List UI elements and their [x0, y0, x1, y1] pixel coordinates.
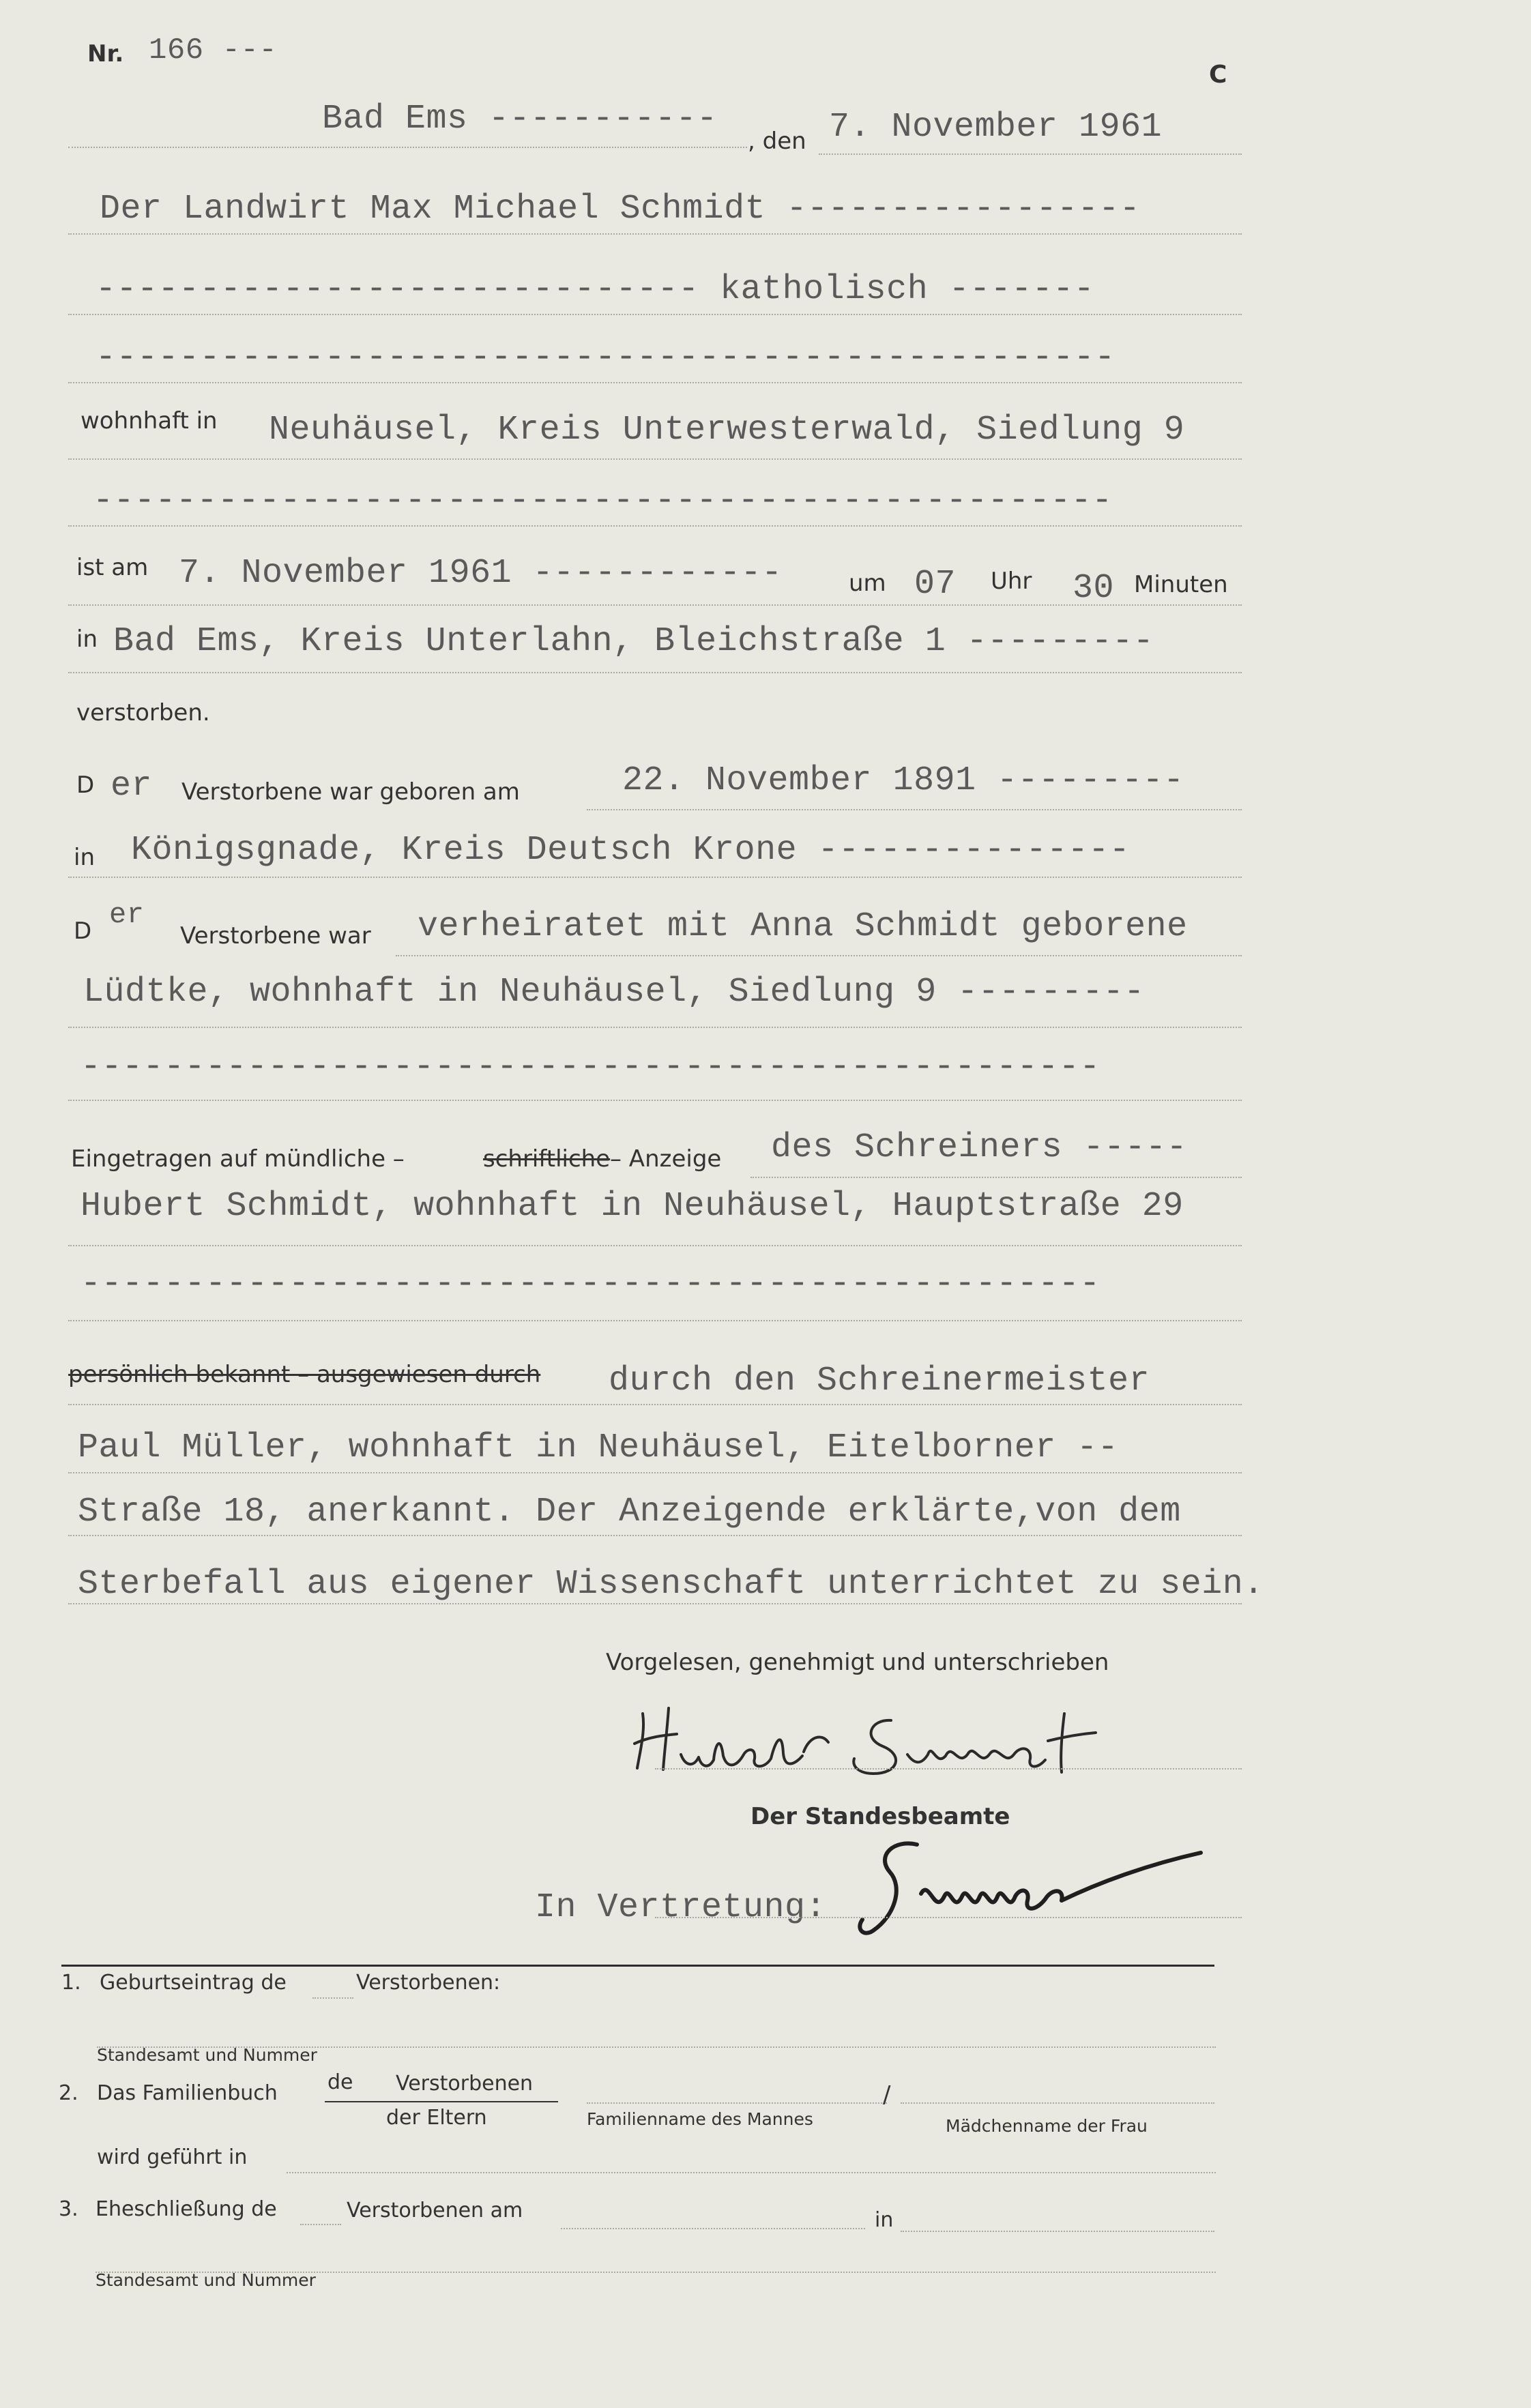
birth-label: Verstorbene war geboren am: [181, 778, 520, 806]
birth-place: Königsgnade, Kreis Deutsch Krone ---------------: [131, 831, 1131, 870]
place-line: [68, 147, 747, 148]
footer-item-3-date-rule: [561, 2228, 865, 2229]
marriage-line-3-rule: [68, 1100, 1242, 1101]
deceased-line-3: -------------------------------------------------: [96, 338, 1116, 377]
footer-item-2-label: Das Familienbuch: [97, 2081, 278, 2105]
marriage-line-2: Lüdtke, wohnhaft in Neuhäusel, Siedlung 9 ---------: [83, 973, 1145, 1012]
registration-label-a: Eingetragen auf mündliche –: [71, 1145, 405, 1173]
death-date: 7. November 1961 ------------: [179, 554, 783, 593]
death-place: Bad Ems, Kreis Unterlahn, Bleichstraße 1 ---------: [113, 622, 1154, 661]
footer-item-2-top-b: Verstorbenen: [396, 2072, 534, 2096]
footer-item-2-bottom: der Eltern: [386, 2106, 487, 2130]
um-label: um: [849, 570, 886, 597]
footer-item-2-number: 2.: [59, 2081, 78, 2105]
informant-rule: [750, 1177, 1242, 1178]
den-label: , den: [748, 128, 806, 155]
nr-value: 166 ---: [149, 33, 278, 68]
informant-value: des Schreiners -----: [771, 1128, 1188, 1167]
footer-item-3-gap: [300, 2224, 341, 2225]
footer-item-3-place-rule: [901, 2231, 1214, 2232]
registration-line-2-rule: [68, 1245, 1242, 1246]
footer-item-2-top-a: de: [327, 2070, 353, 2094]
residence-value: Neuhäusel, Kreis Unterwesterwald, Siedlung 9: [269, 411, 1185, 450]
registration-line-3-rule: [68, 1320, 1242, 1321]
birth-date: 22. November 1891 ---------: [622, 761, 1184, 800]
registration-line-2: Hubert Schmidt, wohnhaft in Neuhäusel, Hauptstraße 29: [81, 1187, 1184, 1226]
death-in-label: in: [76, 626, 98, 653]
birth-er-typed: er: [111, 767, 153, 806]
death-hour: 07: [914, 565, 957, 604]
footer-item-2-wife-rule: [901, 2102, 1214, 2104]
corner-letter: C: [1209, 61, 1227, 89]
informant-signature-rule: [655, 1768, 1242, 1770]
marriage-line-3: -------------------------------------------------: [81, 1048, 1100, 1087]
representation-label: In Vertretung:: [535, 1888, 827, 1927]
death-minutes: 30: [1073, 569, 1115, 608]
deceased-line-1-rule: [68, 233, 1242, 235]
deceased-line-3-rule: [68, 382, 1242, 383]
residence-line-2: -------------------------------------------------: [93, 482, 1113, 520]
death-time-rule: [68, 604, 1242, 606]
identification-line-4-rule: [68, 1603, 1242, 1604]
identification-line-3: Straße 18, anerkannt. Der Anzeigende erklärte,von dem: [78, 1493, 1181, 1531]
date-value: 7. November 1961: [829, 108, 1163, 147]
footer-item-1-gap: [312, 1997, 353, 1999]
marriage-d-label: D: [74, 917, 92, 945]
footer-item-1-number: 1.: [61, 1971, 81, 1995]
verstorben-label: verstorben.: [76, 699, 210, 726]
birth-in-label: in: [74, 844, 95, 871]
nr-label: Nr.: [87, 40, 124, 68]
registrar-signature-rule: [655, 1917, 1242, 1918]
footer-item-2-line-2-rule: [287, 2172, 1216, 2173]
residence-line-2-rule: [68, 525, 1242, 527]
deceased-line-2: ----------------------------- katholisch -------: [96, 270, 1095, 309]
footer-item-3-number: 3.: [59, 2197, 78, 2221]
marriage-status: verheiratet mit Anna Schmidt geborene: [418, 907, 1188, 946]
footer-item-2-line-2: wird geführt in: [97, 2145, 248, 2169]
footer-separator: [61, 1965, 1214, 1967]
date-line: [819, 153, 1242, 155]
birth-d-label: D: [76, 772, 95, 799]
footer-item-3-label-b: Verstorbenen am: [347, 2199, 523, 2222]
birth-date-rule: [587, 809, 1242, 810]
identification-line-1-rule: [68, 1404, 1242, 1405]
marriage-label: Verstorbene war: [180, 922, 371, 950]
uhr-label: Uhr: [991, 568, 1032, 595]
footer-item-3-label-a: Eheschließung de: [96, 2197, 277, 2221]
place-value: Bad Ems -----------: [322, 100, 718, 138]
deceased-line-1: Der Landwirt Max Michael Schmidt -----------------: [100, 190, 1141, 229]
footer-item-1-sub: Standesamt und Nummer: [97, 2045, 317, 2065]
deceased-line-2-rule: [68, 314, 1242, 315]
footer-item-2-husband-label: Familienname des Mannes: [587, 2109, 813, 2129]
footer-item-2-wife-label: Mädchenname der Frau: [946, 2116, 1148, 2136]
read-approved-text: Vorgelesen, genehmigt und unterschrieben: [606, 1649, 1109, 1676]
footer-item-2-fraction-bar: [325, 2101, 558, 2102]
identification-line-3-rule: [68, 1535, 1242, 1536]
birth-place-rule: [68, 877, 1242, 878]
death-place-rule: [68, 672, 1242, 673]
identification-line-4: Sterbefall aus eigener Wissenschaft unterrichtet zu sein.: [78, 1565, 1264, 1604]
registration-line-3: -------------------------------------------------: [81, 1265, 1100, 1304]
minuten-label: Minuten: [1134, 571, 1228, 598]
identification-struck-text: persönlich bekannt – ausgewiesen durch: [68, 1361, 541, 1388]
registration-label-struck: schriftliche: [483, 1145, 611, 1173]
identification-line-1: durch den Schreinermeister: [609, 1362, 1150, 1400]
wohnhaft-label: wohnhaft in: [81, 407, 218, 435]
marriage-er-typed: er: [109, 898, 145, 931]
marriage-status-rule: [396, 955, 1242, 956]
residence-rule: [68, 458, 1242, 460]
identification-line-2-rule: [68, 1472, 1242, 1473]
footer-item-3-sub: Standesamt und Nummer: [96, 2270, 316, 2290]
registrar-signature-image: [846, 1828, 1214, 1951]
footer-item-1-label-a: Geburtseintrag de: [100, 1971, 287, 1995]
marriage-line-2-rule: [68, 1027, 1242, 1028]
informant-signature-image: [628, 1693, 1146, 1789]
footer-item-2-husband-rule: [587, 2102, 887, 2104]
footer-item-2-slash: /: [883, 2081, 891, 2109]
registration-label-b: – Anzeige: [610, 1145, 722, 1173]
ist-am-label: ist am: [76, 554, 149, 581]
identification-line-2: Paul Müller, wohnhaft in Neuhäusel, Eitelborner --: [78, 1428, 1119, 1467]
footer-item-3-in-label: in: [875, 2208, 894, 2232]
footer-item-1-label-b: Verstorbenen:: [356, 1971, 501, 1995]
official-title: Der Standesbeamte: [750, 1803, 1010, 1830]
